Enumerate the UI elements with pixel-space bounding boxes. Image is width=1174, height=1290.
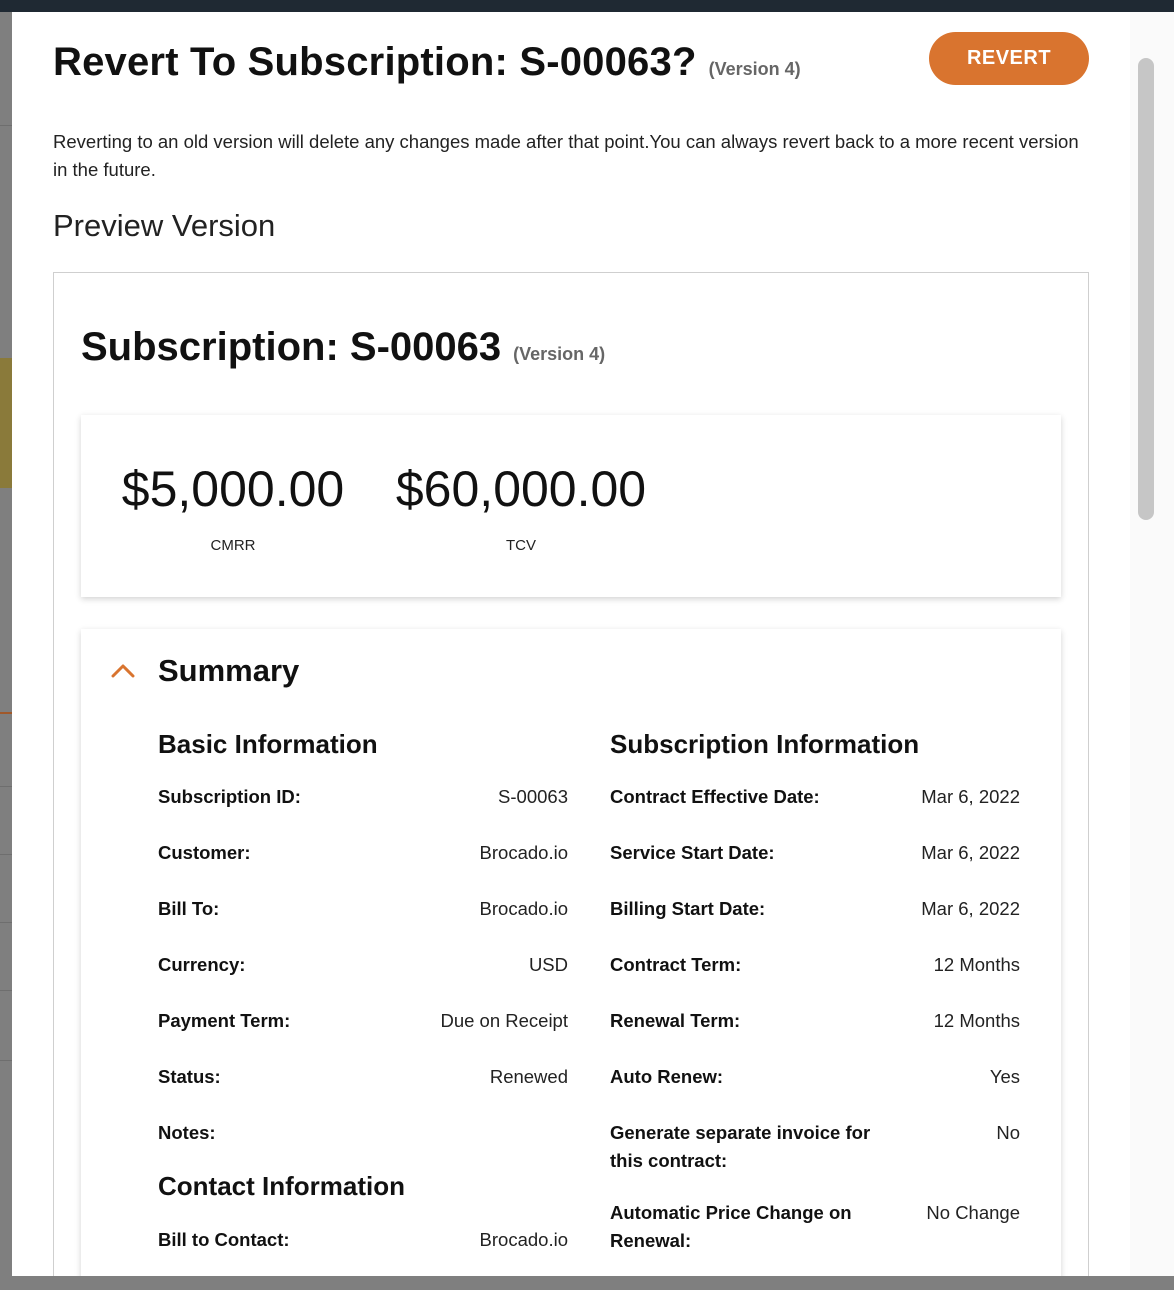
info-row [610,1199,1020,1255]
info-value: S-00063 [498,786,568,807]
info-value: USD [528,954,568,975]
metric-value: $60,000.00 [395,461,647,517]
app-top-bar [0,0,1174,12]
background-banner-left [0,358,12,488]
background-accent-line [0,712,12,714]
info-label: Generate separate invoice for this contract: [610,1122,871,1171]
background-divider [0,125,12,126]
background-divider [0,990,12,991]
info-value: Brocado.io [479,1229,568,1250]
subscription-info-heading: Subscription Information [610,729,920,759]
info-row [610,1119,1020,1175]
info-label: Auto Renew: [610,1066,724,1087]
info-label: Service Start Date: [610,842,775,863]
info-value: Brocado.io [479,842,568,863]
info-row [158,839,568,867]
metric-label: CMRR [210,537,256,554]
metric-value: $5,000.00 [121,461,345,517]
info-value: Due on Receipt [440,1010,568,1031]
info-label: Bill to Contact: [158,1229,290,1250]
info-row [610,895,1020,923]
contact-info-heading: Contact Information [158,1171,405,1201]
summary-title[interactable]: Summary [158,653,300,688]
subscription-title: Subscription: S-00063 [81,325,502,369]
background-divider [0,1060,12,1061]
metrics-card [81,415,1061,597]
chevron-up-icon[interactable] [109,659,137,683]
metric-label: TCV [506,537,536,554]
info-row [610,783,1020,811]
info-row [158,895,568,923]
info-label: Status: [158,1066,221,1087]
basic-info-heading: Basic Information [158,729,378,759]
subscription-header [81,325,605,370]
info-row [158,951,568,979]
preview-heading: Preview Version [53,208,276,243]
info-label: Subscription ID: [158,786,301,807]
info-label: Billing Start Date: [610,898,766,919]
background-divider [0,854,12,855]
info-row [158,1226,568,1254]
preview-panel [53,272,1089,1276]
info-row [158,783,568,811]
modal-version-badge: (Version 4) [708,59,801,79]
revert-version-modal [12,12,1130,1276]
metric-tcv [387,459,655,554]
info-value: No [996,1122,1020,1143]
info-row [158,1007,568,1035]
info-value: Brocado.io [479,898,568,919]
revert-button[interactable]: REVERT [929,32,1089,85]
info-value: 12 Months [933,954,1020,975]
info-label: Contract Effective Date: [610,786,820,807]
modal-scrollbar-thumb[interactable] [1138,58,1154,520]
info-value: Renewed [489,1066,568,1087]
summary-section [81,629,1061,1276]
info-value: No Change [926,1202,1020,1223]
metric-cmrr [115,459,351,554]
subscription-version-badge: (Version 4) [513,344,606,364]
info-value: Mar 6, 2022 [921,898,1020,919]
info-value: Yes [989,1066,1020,1087]
revert-description: Reverting to an old version will delete any changes made after that point.You can always revert back to a more recent version in the future. [53,131,1079,180]
info-label: Payment Term: [158,1010,291,1031]
modal-title: Revert To Subscription: S-00063? [53,40,697,84]
info-label: Automatic Price Change on Renewal: [610,1202,852,1251]
background-divider [0,786,12,787]
info-label: Notes: [158,1122,216,1143]
info-label: Renewal Term: [610,1010,741,1031]
info-label: Customer: [158,842,251,863]
info-value: Mar 6, 2022 [921,842,1020,863]
info-label: Contract Term: [610,954,742,975]
info-row [610,839,1020,867]
info-row [610,951,1020,979]
modal-header [53,40,801,85]
info-value: 12 Months [933,1010,1020,1031]
info-value: Mar 6, 2022 [921,786,1020,807]
info-row [158,1119,568,1147]
info-row [610,1007,1020,1035]
info-label: Bill To: [158,898,220,919]
background-divider [0,922,12,923]
info-label: Currency: [158,954,246,975]
info-row [158,1063,568,1091]
info-row [610,1063,1020,1091]
